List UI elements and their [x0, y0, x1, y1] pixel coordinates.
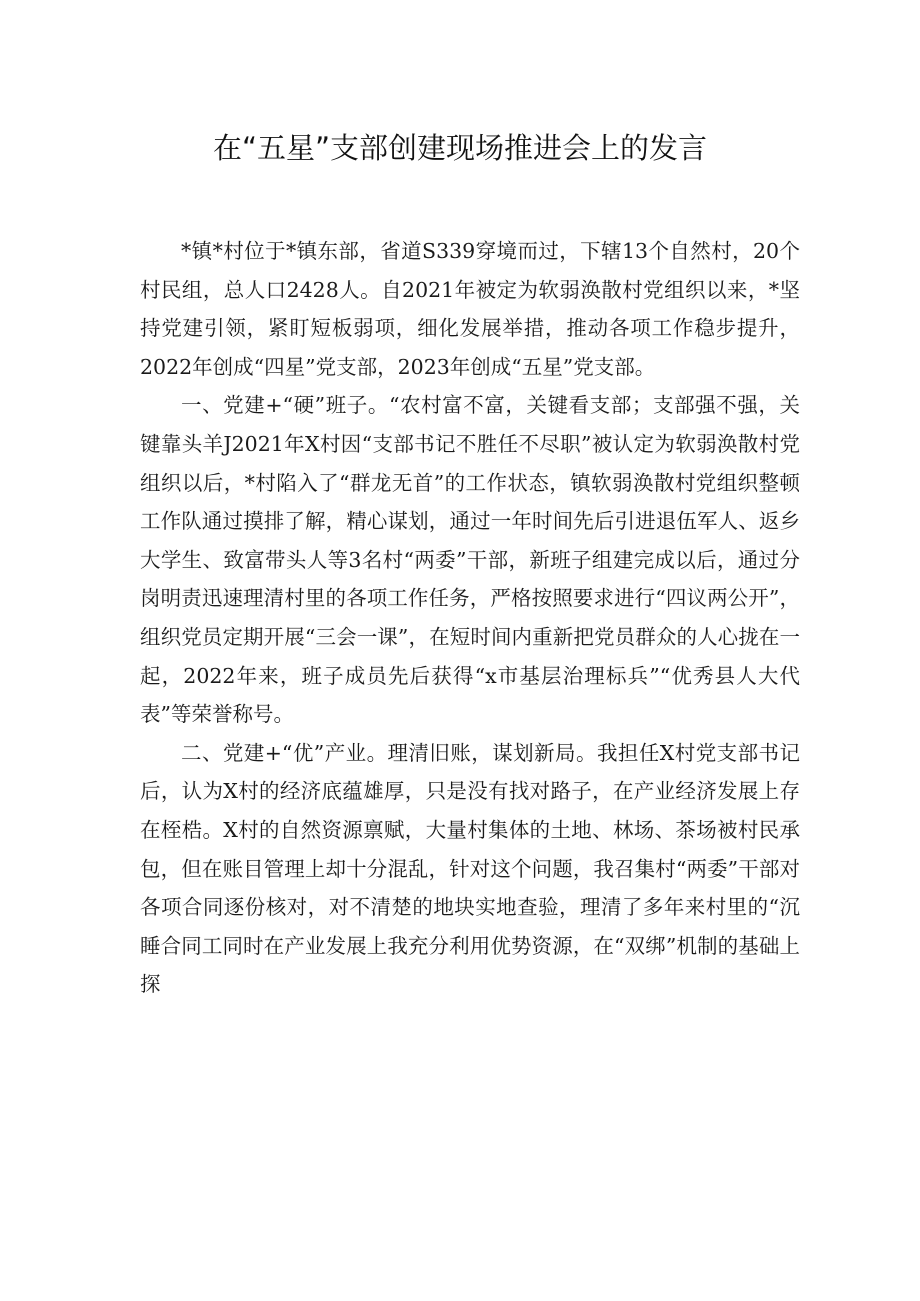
paragraph-section-1: 一、党建+“硬”班子。“农村富不富，关键看支部；支部强不强，关键靠头羊J2021年X村因“支部书记不胜任不尽职”被认定为软弱涣散村党组织以后，*村陷入了“群龙无首”的工作状态，镇软弱涣散村党组织整顿工作队通过摸排了解，精心谋划，通过一年时间先后引进退伍军人、返乡大学生、致富带头人等3名村“两委”干部，新班子组建完成以后，通过分岗明责迅速理清村里的各项工作任务，严格按照要求进行“四议两公开”，组织党员定期开展“三会一课”，在短时间内重新把党员群众的人心拢在一起，2022年来，班子成员先后获得“x市基层治理标兵”“优秀县人大代表”等荣誉称号。 [140, 393, 800, 727]
document-title: 在“五星”支部创建现场推进会上的发言 [212, 131, 708, 165]
paragraph-section-2: 二、党建+“优”产业。理清旧账，谋划新局。我担任X村党支部书记后，认为X村的经济底蕴雄厚，只是没有找对路子，在产业经济发展上存在桎梏。X村的自然资源禀赋，大量村集体的土地、林场、茶场被村民承包，但在账目管理上却十分混乱，针对这个问题，我召集村“两委”干部对各项合同逐份核对，对不清楚的地块实地查验，理清了多年来村里的“沉睡合同工同时在产业发展上我充分利用优势资源，在“双绑”机制的基础上探 [140, 740, 800, 997]
paragraph-intro: *镇*村位于*镇东部，省道S339穿境而过，下辖13个自然村，20个村民组，总人口2428人。自2021年被定为软弱涣散村党组织以来，*坚持党建引领，紧盯短板弱项，细化发展举措，推动各项工作稳步提升，2022年创成“四星”党支部，2023年创成“五星”党支部。 [140, 239, 800, 379]
document-body [140, 232, 800, 1004]
